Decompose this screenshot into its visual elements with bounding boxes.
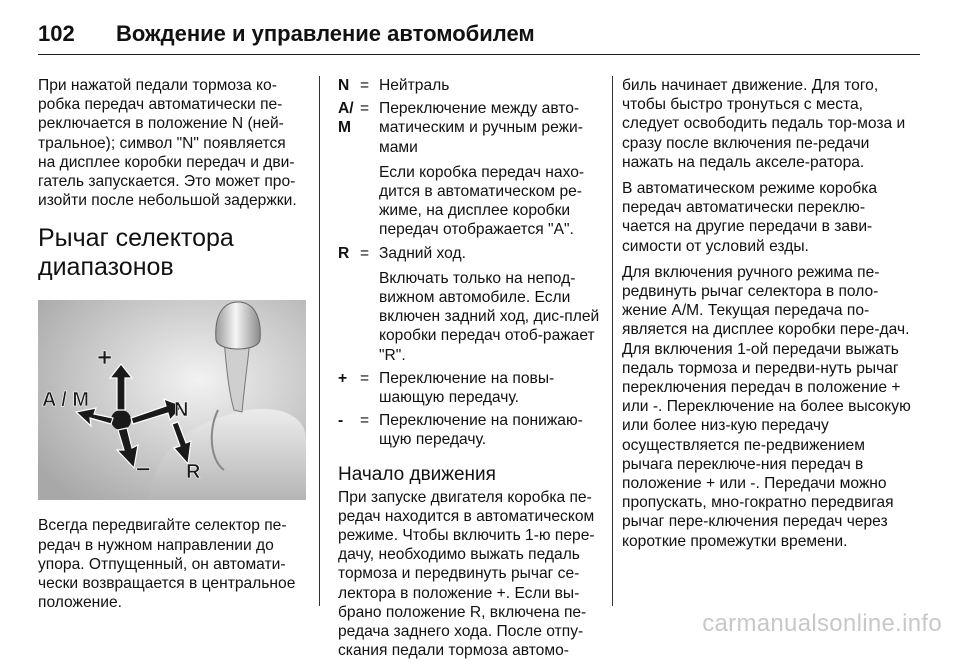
label-minus: – (136, 452, 151, 483)
label-n: N (174, 399, 189, 422)
definition-text: Задний ход. (379, 244, 466, 262)
page-title: Вождение и управление автомобилем (116, 21, 535, 46)
label-r: R (186, 461, 201, 484)
column-3 (622, 76, 912, 558)
definition-key: + (338, 369, 348, 387)
definition-equals: = (360, 412, 370, 430)
paragraph: Для включения ручного режима пе-редвинуть рычаг селектора в поло-жение A/M. Текущая передача по-является на дисплее коробки пере-дач. Для включения 1-ой передачи выжать педаль тормоза и передви-нуть рычаг переключения передач в положение + или -. Переключение на более высокую или более низ-кую передачу осуществляется пе-редвижением рычага переключе-ния передач в положение + или -. Передачи можно пропускать, мно-гократно передвигая рычаг пере-ключения передач через короткие промежутки времени. (622, 263, 911, 550)
definition-text: Переключение между авто-матическим и ручным режи-мами (379, 100, 583, 156)
definition-equals: = (360, 100, 370, 118)
definition-equals: = (360, 77, 370, 94)
selector-lever-illustration (38, 300, 306, 500)
page-header (38, 14, 920, 55)
definition-text: Переключение на повы-шающую передачу. (379, 369, 555, 407)
paragraph: Всегда передвигайте селектор пе-редач в нужном направлении до упора. Отпущенный, он автомати-чески возвращается в центральное положение. (38, 517, 296, 612)
paragraph: При запуске двигателя коробка пе-редач находится в автоматическом режиме. Чтобы включить 1-ю пере-дачу, необходимо выжать педаль тормоза и передвинуть рычаг се-лектора в положение +. Если вы-брано положение R, включена пе-редача заднего хода. После отпу-скания педали тормоза автомо- (338, 488, 595, 660)
definition-note: Если коробка передач нахо-дится в автоматическом ре-жиме, на дисплее коробки передач отображается "A". (379, 163, 585, 239)
page-number: 102 (38, 21, 75, 46)
paragraph: При нажатой педали тормоза ко-робка передач автоматически пе-реключается в положение N (ней-тральное); символ "N" появляется на дисплее коробки передач и дви-гатель запускается. Это может про-изойти после небольшой задержки. (38, 77, 297, 210)
definition-n (338, 76, 606, 95)
label-plus: + (97, 342, 113, 373)
definition-text: Нейтраль (379, 77, 450, 94)
paragraph: биль начинает движение. Для того, чтобы быстро тронуться с места, следует освободить педаль тор-моза и сразу после включения пе-редачи нажать на педаль акселе-ратора. (622, 77, 906, 171)
column-2 (338, 76, 606, 667)
definition-r (338, 244, 606, 263)
section-heading: Начало движения (338, 463, 496, 485)
lever-knob (216, 302, 261, 349)
definition-equals: = (360, 244, 370, 262)
definition-equals: = (360, 369, 370, 387)
definition-am (338, 99, 606, 157)
paragraph: В автоматическом режиме коробка передач автоматически переклю-чается на другие передачи в зави-симости от условий езды. (622, 180, 878, 255)
definition-key: R (338, 244, 350, 262)
definition-plus (338, 369, 606, 407)
watermark: carmanualsonline.info (702, 610, 942, 637)
definition-key: - (338, 412, 344, 430)
section-heading: Рычаг селектора диапазонов (38, 224, 234, 282)
column-divider (319, 76, 320, 606)
definition-key: N (338, 77, 350, 94)
label-am: A / M (42, 389, 90, 412)
column-1 (38, 76, 306, 619)
definition-minus (338, 411, 606, 449)
definition-text: Переключение на понижаю-щую передачу. (379, 412, 583, 449)
column-divider (612, 76, 613, 606)
definition-note: Включать только на непод-вижном автомобиле. Если включен задний ход, дис-плей коробки передач отоб-ражает "R". (379, 269, 600, 364)
definition-key: A/M (338, 100, 354, 137)
center-position-dot (111, 410, 131, 430)
